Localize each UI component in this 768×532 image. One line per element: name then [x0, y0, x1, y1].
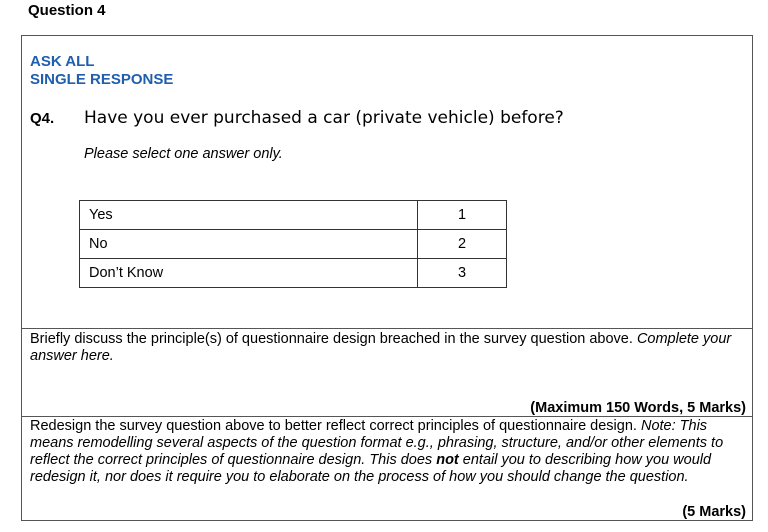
task-2-note-cont: entail you to describing how you would redesign it, nor does it require you to elaborate on the process of how you should change the question.	[30, 452, 712, 485]
answer-options-table	[79, 200, 507, 288]
section-divider-1	[22, 328, 752, 329]
question-instruction: Please select one answer only.	[84, 146, 283, 162]
question-number: Q4.	[30, 110, 55, 127]
option-row-dont-know[interactable]	[80, 259, 507, 288]
task-1-marks: (Maximum 150 Words, 5 Marks)	[530, 400, 746, 416]
task-2-text: Redesign the survey question above to better reflect correct principles of questionnaire design.	[30, 418, 637, 434]
option-code: 3	[418, 259, 507, 288]
option-code: 2	[418, 230, 507, 259]
question-text: Have you ever purchased a car (private vehicle) before?	[84, 108, 564, 128]
task-2-emphasis: not	[436, 452, 459, 468]
task-1-italic: Complete your answer here.	[30, 331, 732, 364]
section-divider-2	[22, 416, 752, 417]
task-1-prompt	[30, 331, 742, 365]
question-heading: Question 4	[28, 2, 106, 19]
option-code: 1	[418, 201, 507, 230]
option-row-no[interactable]	[80, 230, 507, 259]
option-label: Don’t Know	[80, 259, 418, 288]
task-1-text: Briefly discuss the principle(s) of questionnaire design breached in the survey question above.	[30, 331, 633, 347]
option-label: No	[80, 230, 418, 259]
option-label: Yes	[80, 201, 418, 230]
filter-ask-all: ASK ALL	[30, 53, 95, 70]
option-row-yes[interactable]	[80, 201, 507, 230]
filter-single-response: SINGLE RESPONSE	[30, 71, 174, 88]
task-2-note: Note: This means remodelling several aspects of the question format e.g., phrasing, structure, and/or other elements to reflect the correct principles of questionnaire design. This does	[30, 418, 724, 468]
task-2-marks: (5 Marks)	[682, 504, 746, 520]
task-2-prompt	[30, 418, 742, 486]
